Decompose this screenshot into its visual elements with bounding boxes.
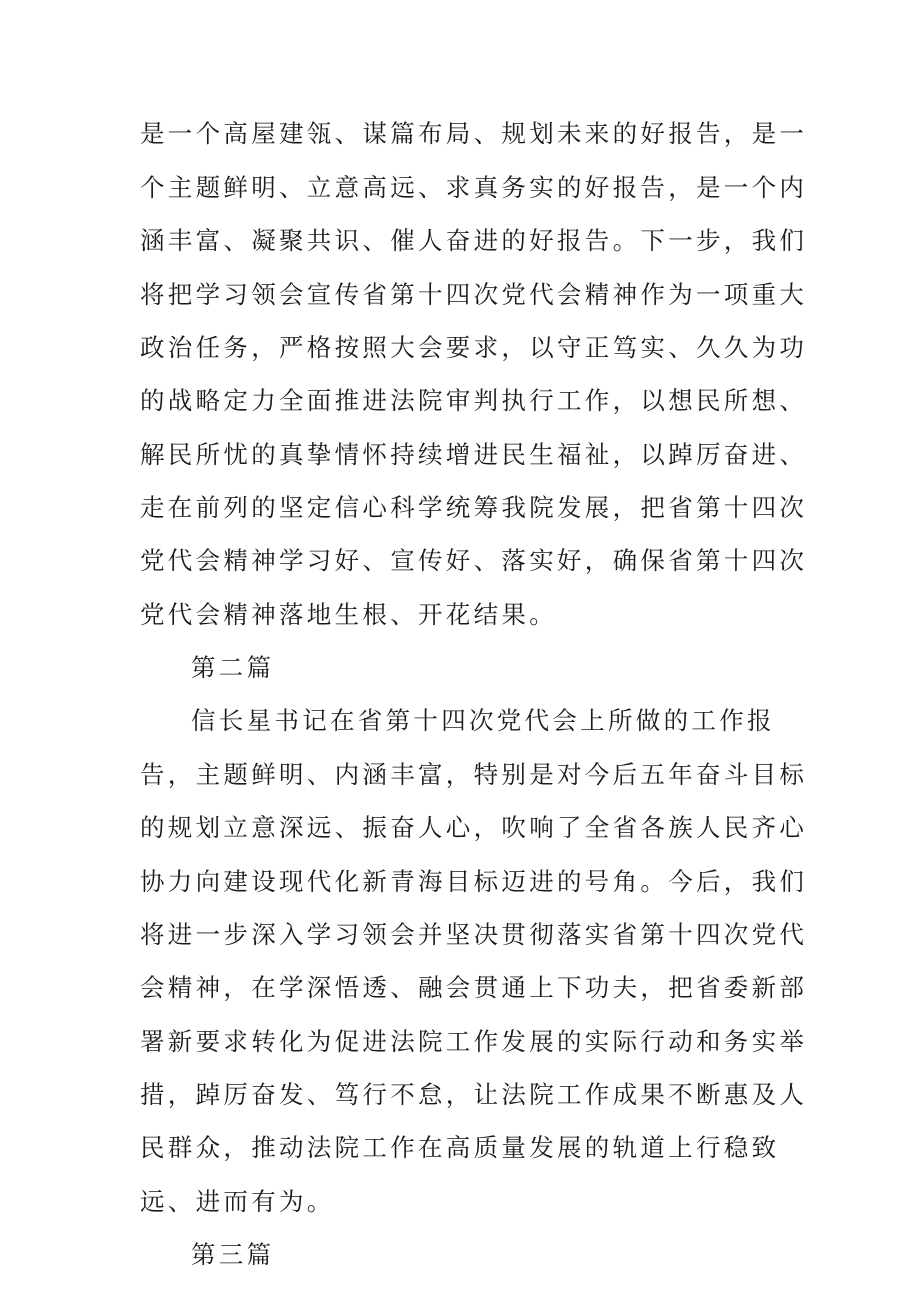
paragraph-2-line: 协力向建设现代化新青海目标迈进的号角。今后，我们 — [140, 867, 808, 896]
paragraph-2-line: 的规划立意深远、振奋人心，吹响了全省各族人民齐心 — [140, 813, 808, 842]
paragraph-2-line: 民群众，推动法院工作在高质量发展的轨道上行稳致 — [140, 1133, 780, 1162]
paragraph-1-line: 解民所忧的真挚情怀持续增进民生福祉，以踔厉奋进、 — [140, 440, 808, 469]
paragraph-1-line: 走在前列的坚定信心科学统筹我院发展，把省第十四次 — [140, 493, 808, 522]
paragraph-1-line: 将把学习领会宣传省第十四次党代会精神作为一项重大 — [140, 280, 808, 309]
paragraph-1-line: 党代会精神落地生根、开花结果。 — [140, 600, 557, 629]
paragraph-1-line: 是一个高屋建瓴、谋篇布局、规划未来的好报告，是一 — [140, 119, 808, 148]
section-heading-2: 第二篇 — [191, 653, 275, 682]
paragraph-1-line: 政治任务，严格按照大会要求，以守正笃实、久久为功 — [140, 333, 808, 362]
paragraph-2-line: 远、进而有为。 — [140, 1187, 335, 1216]
paragraph-2-line: 措，踔厉奋发、笃行不怠，让法院工作成果不断惠及人 — [140, 1080, 808, 1109]
paragraph-2-line: 将进一步深入学习领会并坚决贯彻落实省第十四次党代 — [140, 920, 808, 949]
section-heading-3: 第三篇 — [191, 1240, 275, 1269]
paragraph-1-line: 的战略定力全面推进法院审判执行工作，以想民所想、 — [140, 386, 808, 415]
paragraph-1-line: 个主题鲜明、立意高远、求真务实的好报告，是一个内 — [140, 173, 808, 202]
paragraph-2-line: 信长星书记在省第十四次党代会上所做的工作报 — [191, 706, 775, 735]
paragraph-1-line: 涵丰富、凝聚共识、催人奋进的好报告。下一步，我们 — [140, 226, 808, 255]
paragraph-1-line: 党代会精神学习好、宣传好、落实好，确保省第十四次 — [140, 546, 808, 575]
paragraph-2-line: 署新要求转化为促进法院工作发展的实际行动和务实举 — [140, 1027, 808, 1056]
paragraph-2-line: 会精神，在学深悟透、融会贯通上下功夫，把省委新部 — [140, 973, 808, 1002]
paragraph-2-line: 告，主题鲜明、内涵丰富，特别是对今后五年奋斗目标 — [140, 760, 808, 789]
